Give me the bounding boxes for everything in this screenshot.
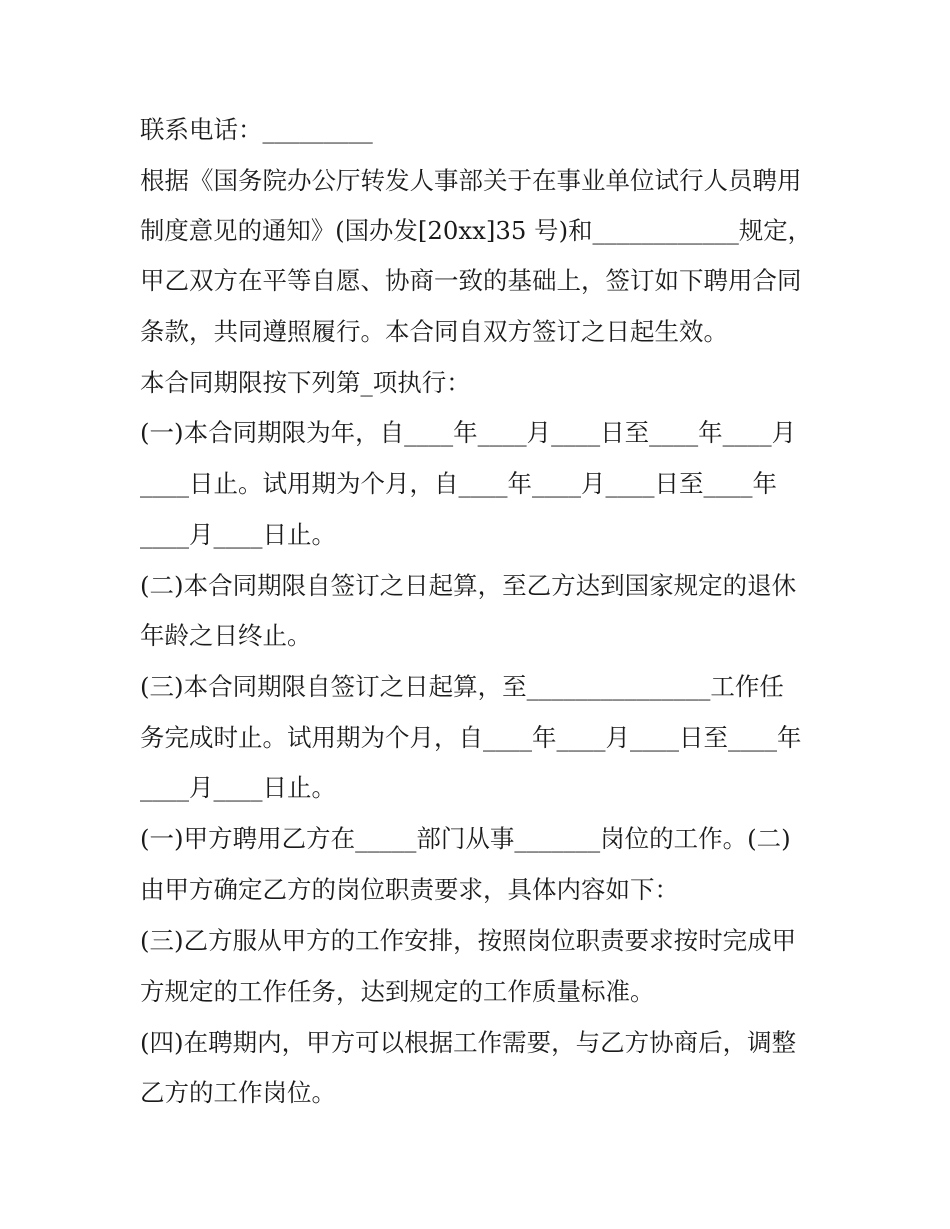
- paragraph-line: ____月____日止。: [140, 520, 336, 549]
- paragraph-line: 年龄之日终止。: [140, 621, 312, 650]
- paragraph-line: 由甲方确定乙方的岗位职责要求，具体内容如下：: [140, 875, 679, 904]
- paragraph-line: 务完成时止。试用期为个月，自____年____月____日至____年: [140, 723, 802, 752]
- paragraph-line: (三)本合同期限自签订之日起算，至_______________工作任: [140, 672, 784, 701]
- paragraph-line: 条款，共同遵照履行。本合同自双方签订之日起生效。: [140, 317, 728, 346]
- paragraph-line: ____日止。试用期为个月，自____年____月____日至____年: [140, 469, 777, 498]
- paragraph-line: (一)甲方聘用乙方在_____部门从事_______岗位的工作。(二): [140, 824, 791, 853]
- paragraph-line: 甲乙双方在平等自愿、协商一致的基础上，签订如下聘用合同: [140, 266, 802, 295]
- paragraph-line: 根据《国务院办公厅转发人事部关于在事业单位试行人员聘用: [140, 166, 802, 195]
- paragraph-line: (一)本合同期限为年，自____年____月____日至____年____月: [140, 418, 797, 447]
- paragraph-line: 方规定的工作任务，达到规定的工作质量标准。: [140, 977, 655, 1006]
- paragraph-line: ____月____日止。: [140, 773, 336, 802]
- paragraph-line: 乙方的工作岗位。: [140, 1078, 336, 1107]
- paragraph-line: (四)在聘期内，甲方可以根据工作需要，与乙方协商后，调整: [140, 1028, 797, 1057]
- paragraph-line: 本合同期限按下列第_项执行：: [140, 368, 471, 397]
- paragraph-line: 制度意见的通知》(国办发[20xx]35 号)和____________规定，: [140, 216, 813, 245]
- paragraph-line: (二)本合同期限自签订之日起算，至乙方达到国家规定的退休: [140, 571, 797, 600]
- contact-phone-line: 联系电话：_________: [140, 115, 373, 144]
- paragraph-line: (三)乙方服从甲方的工作安排，按照岗位职责要求按时完成甲: [140, 926, 797, 955]
